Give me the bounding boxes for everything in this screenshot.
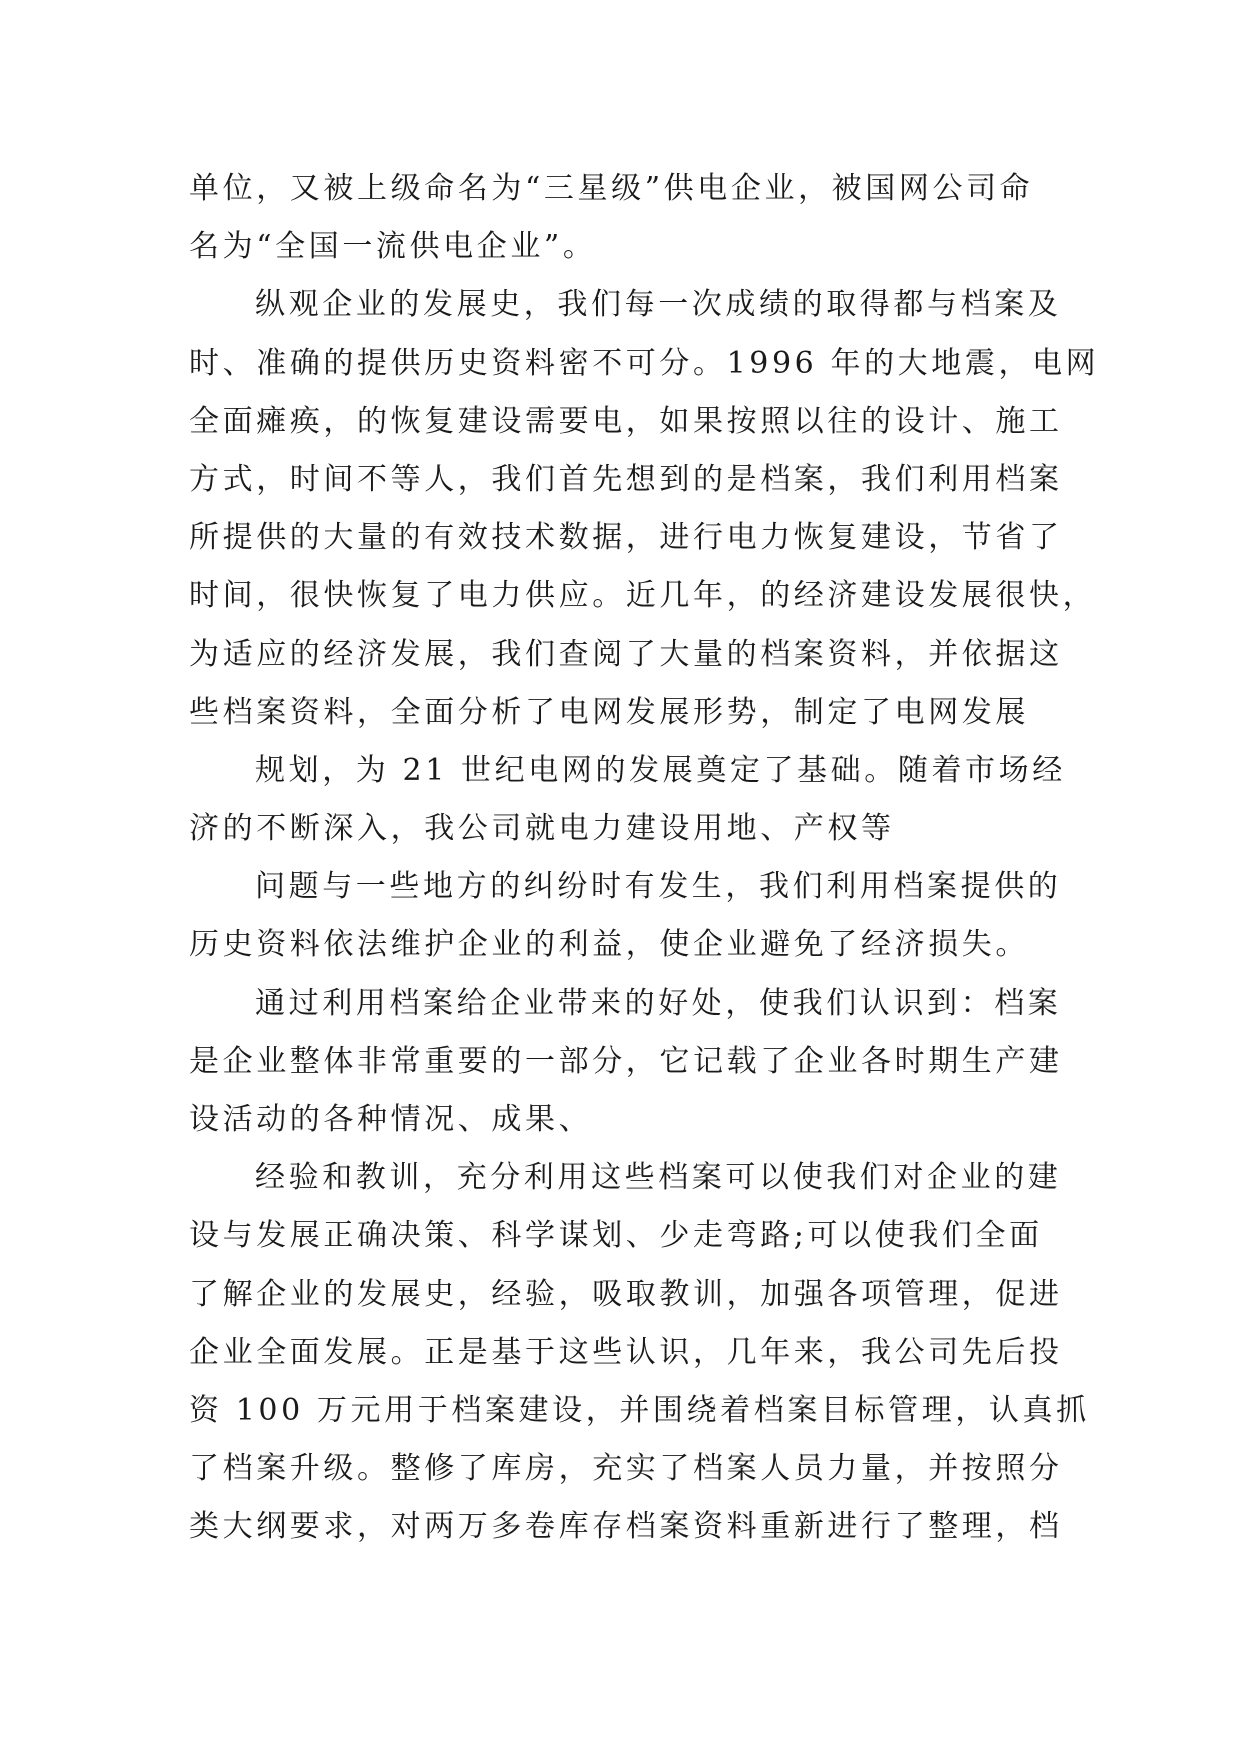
text-line: 资 100 万元用于档案建设，并围绕着档案目标管理，认真抓 (189, 1392, 1090, 1428)
text-line: 问题与一些地方的纠纷时有发生，我们利用档案提供的 (255, 869, 1062, 905)
text-line: 是企业整体非常重要的一部分，它记载了企业各时期生产建 (189, 1043, 1063, 1079)
text-line: 名为“全国一流供电企业”。 (189, 229, 597, 265)
text-line: 设活动的各种情况、成果、 (189, 1102, 593, 1137)
text-line: 些档案资料，全面分析了电网发展形势，制定了电网发展 (189, 694, 1029, 730)
text-line: 历史资料依法维护企业的利益，使企业避免了经济损失。 (189, 927, 1029, 963)
text-line: 规划，为 21 世纪电网的发展奠定了基础。随着市场经 (255, 752, 1066, 788)
body-text (189, 160, 1100, 1557)
text-line: 纵观企业的发展史，我们每一次成绩的取得都与档案及 (255, 287, 1062, 323)
text-line: 类大纲要求，对两万多卷库存档案资料重新进行了整理，档 (189, 1509, 1063, 1545)
text-line: 全面瘫痪，的恢复建设需要电，如果按照以往的设计、施工 (189, 403, 1063, 439)
text-line: 经验和教训，充分利用这些档案可以使我们对企业的建 (255, 1160, 1062, 1196)
text-line: 所提供的大量的有效技术数据，进行电力恢复建设，节省了 (189, 520, 1063, 556)
text-line: 方式，时间不等人，我们首先想到的是档案，我们利用档案 (189, 461, 1063, 497)
text-line: 企业全面发展。正是基于这些认识，几年来，我公司先后投 (189, 1334, 1063, 1370)
text-line: 了解企业的发展史，经验，吸取教训，加强各项管理，促进 (189, 1276, 1063, 1312)
text-line: 时间，很快恢复了电力供应。近几年，的经济建设发展很快， (189, 578, 1097, 614)
text-line: 济的不断深入，我公司就电力建设用地、产权等 (189, 811, 895, 847)
text-line: 时、准确的提供历史资料密不可分。1996 年的大地震，电网 (189, 345, 1100, 381)
text-line: 了档案升级。整修了库房，充实了档案人员力量，并按照分 (189, 1451, 1063, 1487)
text-line: 通过利用档案给企业带来的好处，使我们认识到：档案 (255, 985, 1062, 1021)
text-line: 设与发展正确决策、科学谋划、少走弯路;可以使我们全面 (189, 1218, 1043, 1254)
text-line: 为适应的经济发展，我们查阅了大量的档案资料，并依据这 (189, 636, 1063, 672)
text-line: 单位，又被上级命名为“三星级”供电企业，被国网公司命 (189, 171, 1034, 206)
